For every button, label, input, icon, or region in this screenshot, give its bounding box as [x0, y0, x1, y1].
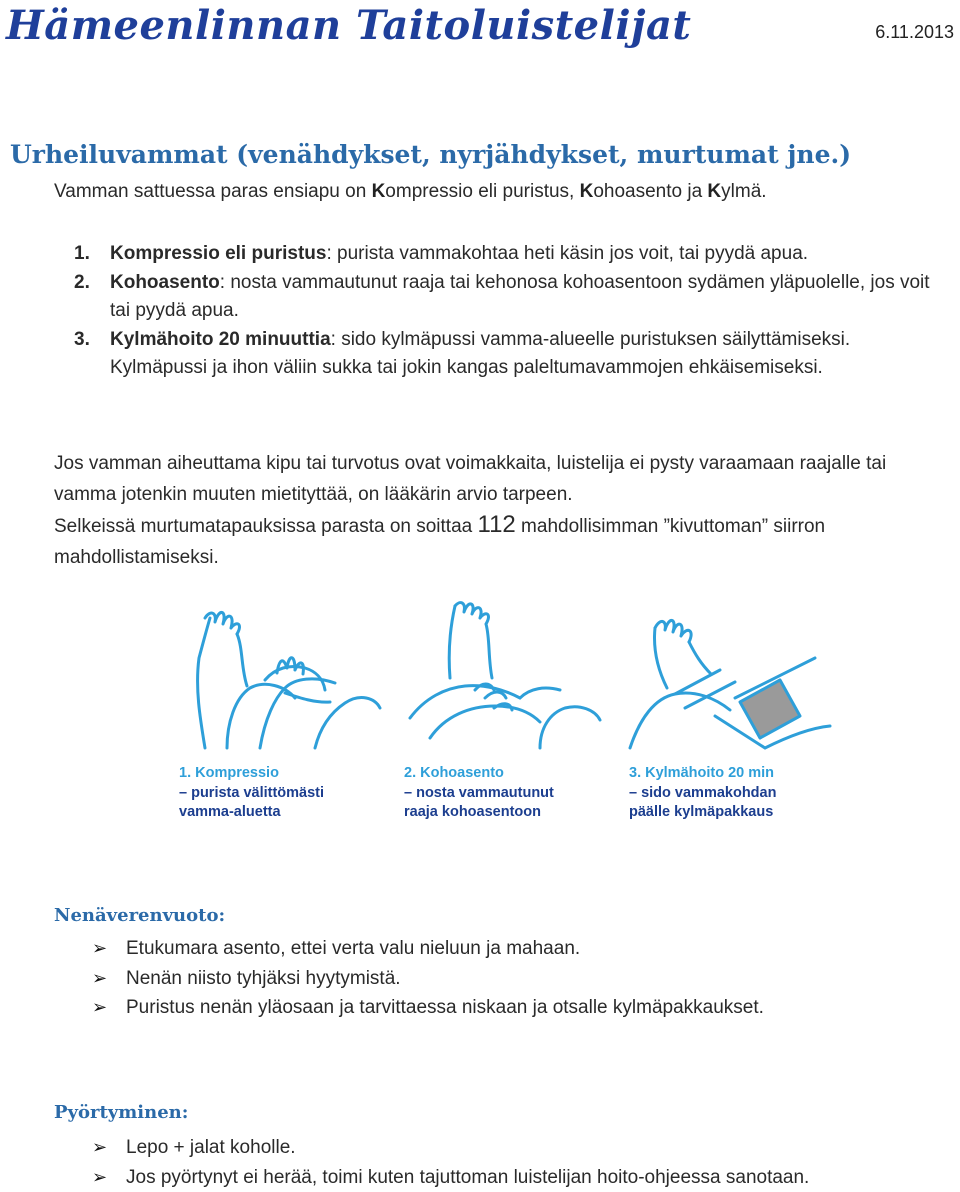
arrow-bullet-icon: ➢: [92, 967, 108, 988]
document-date: 6.11.2013: [875, 22, 954, 42]
emergency-call-paragraph: Selkeissä murtumatapauksissa parasta on soittaa 112 mahdollisimman ”kivuttoman” siirron mahdollistamiseksi.: [54, 511, 826, 568]
step-cold: 3. Kylmähoito 20 minuuttia: sido kylmäpussi vamma-alueelle puristuksen säilyttämiseksi. Kylmäpussi ja ihon väliin sukka tai jokin kangas paleltumavammojen ehkäisemiseksi.: [74, 328, 851, 378]
panel-cold: [615, 598, 840, 828]
fainting-list: [92, 1133, 809, 1192]
step-elevation: 2. Kohoasento: nosta vammautunut raaja tai kehonosa kohoasentoon sydämen yläpuolelle, jos voit tai pyydä apua.: [74, 271, 930, 321]
nosebleed-heading: Nenäverenvuoto:: [54, 905, 226, 926]
compression-drawing: [165, 598, 390, 758]
arrow-bullet-icon: ➢: [92, 938, 108, 958]
elevation-drawing: [390, 598, 615, 758]
fainting-heading: Pyörtyminen:: [54, 1102, 189, 1123]
list-item: ➢ Etukumara asento, ettei verta valu nieluun ja mahaan.: [92, 934, 764, 964]
panel-compression: [165, 598, 390, 828]
first-aid-steps: [54, 240, 934, 383]
arrow-bullet-icon: ➢: [92, 1166, 108, 1187]
panel-elevation: [390, 598, 615, 828]
arrow-bullet-icon: ➢: [92, 1137, 108, 1157]
list-item: ➢ Nenän niisto tyhjäksi hyytymistä.: [92, 964, 764, 994]
club-name: Hämeenlinnan Taitoluistelijat: [6, 2, 692, 49]
nosebleed-list: [92, 934, 764, 1023]
arrow-bullet-icon: ➢: [92, 997, 108, 1017]
list-item: ➢ Puristus nenän yläosaan ja tarvittaessa niskaan ja otsalle kylmäpakkaukset.: [92, 993, 764, 1023]
caption-cold: 3. Kylmähoito 20 min – sido vammakohdan päälle kylmäpakkaus: [629, 765, 777, 820]
emergency-number: 112: [477, 511, 516, 538]
first-aid-illustration: [165, 598, 845, 828]
caption-elevation: 2. Kohoasento – nosta vammautunut raaja kohoasentoon: [404, 765, 554, 820]
list-item: ➢ Lepo + jalat koholle.: [92, 1133, 809, 1163]
caption-compression: 1. Kompressio – purista välittömästi vamma-aluetta: [179, 765, 325, 820]
step-compression: 1. Kompressio eli puristus: purista vammakohtaa heti käsin jos voit, tai pyydä apua.: [74, 243, 809, 264]
doctor-advice-paragraph: Jos vamman aiheuttama kipu tai turvotus ovat voimakkaita, luistelija ei pysty varaamaan raajalle tai vamma jotenkin muuten mietityttää, on lääkärin arvio tarpeen.: [54, 453, 887, 505]
list-item: ➢ Jos pyörtynyt ei herää, toimi kuten tajuttoman luistelijan hoito-ohjeessa sanotaan.: [92, 1163, 809, 1192]
cold-pack-drawing: [615, 598, 840, 758]
section-title: Urheiluvammat (venähdykset, nyrjähdykset, murtumat jne.): [10, 140, 852, 169]
intro-text: Vamman sattuessa paras ensiapu on Kompressio eli puristus, Kohoasento ja Kylmä.: [54, 181, 767, 202]
